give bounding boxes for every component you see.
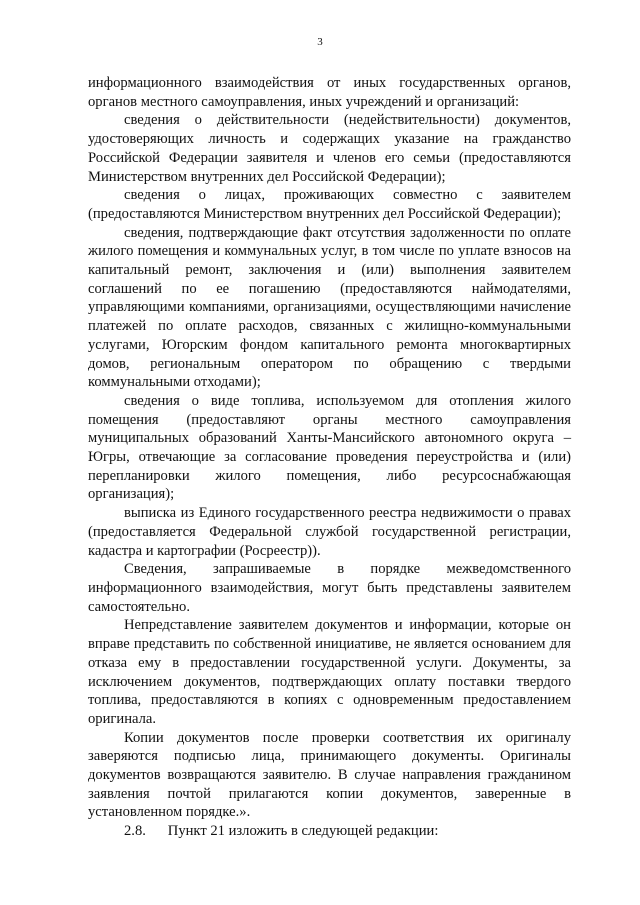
paragraph-copies-certification: Копии документов после проверки соответствия их оригиналу заверяются подписью лица, принимающего документы. Оригиналы документов возвращаются заявителю. В случае направления гражданином заявления почтой прилагаются копии документов, заверенные в установленном порядке.».: [88, 729, 571, 821]
page-number: 3: [317, 36, 323, 48]
paragraph-non-submission: Непредставление заявителем документов и информации, которые он вправе представить по собственной инициативе, не является основанием для отказа ему в предоставлении государственной услуги. Документы, за исключением документов, подтверждающих оплату поставки твердого топлива, предоставляются в копиях с одновременным предоставлением оригинала.: [88, 617, 571, 727]
paragraph-intro-continuation: информационного взаимодействия от иных государственных органов, органов местного самоуправления, иных учреждений и организаций:: [88, 75, 571, 110]
paragraph-fuel-type: сведения о виде топлива, используемом для отопления жилого помещения (предоставляют органы местного самоуправления муниципальных образований Ханты-Мансийского автономного округа – Югры, отвечающие за согласование проведения переустройства и (или) перепланировки жилого помещения, либо ресурсоснабжающая организация);: [88, 392, 571, 503]
paragraph-no-debt: сведения, подтверждающие факт отсутствия задолженности по оплате жилого помещения и коммунальных услуг, в том числе по уплате взносов на капитальный ремонт, заключения и (или) выполнения заявителем соглашений по ее погашению (предоставляются наймодателями, управляющими компаниями, организациями, осуществляющими начисление платежей по оплате расходов, связанных с жилищно-коммунальными услугами, Югорским фондом капитального ремонта многоквартирных домов, региональным оператором по обращению с твердыми коммунальными отходами);: [88, 224, 571, 391]
paragraph-identity-documents: сведения о действительности (недействительности) документов, удостоверяющих личность и содержащих указание на гражданство Российской Федерации заявителя и членов его семьи (предоставляются Министерством внутренних дел Российской Федерации);: [88, 112, 571, 185]
paragraph-real-estate-extract: выписка из Единого государственного реестра недвижимости о правах (предоставляется Федеральной службой государственной регистрации, кадастра и картографии (Росреестр)).: [88, 505, 571, 559]
paragraph-cohabitants: сведения о лицах, проживающих совместно с заявителем (предоставляются Министерством внутренних дел Российской Федерации);: [88, 187, 571, 222]
paragraph-item-2-8: 2.8. Пункт 21 изложить в следующей редакции:: [124, 823, 439, 840]
document-body: [88, 74, 571, 841]
paragraph-self-submission: Сведения, запрашиваемые в порядке межведомственного информационного взаимодействия, могут быть представлены заявителем самостоятельно.: [88, 561, 571, 615]
